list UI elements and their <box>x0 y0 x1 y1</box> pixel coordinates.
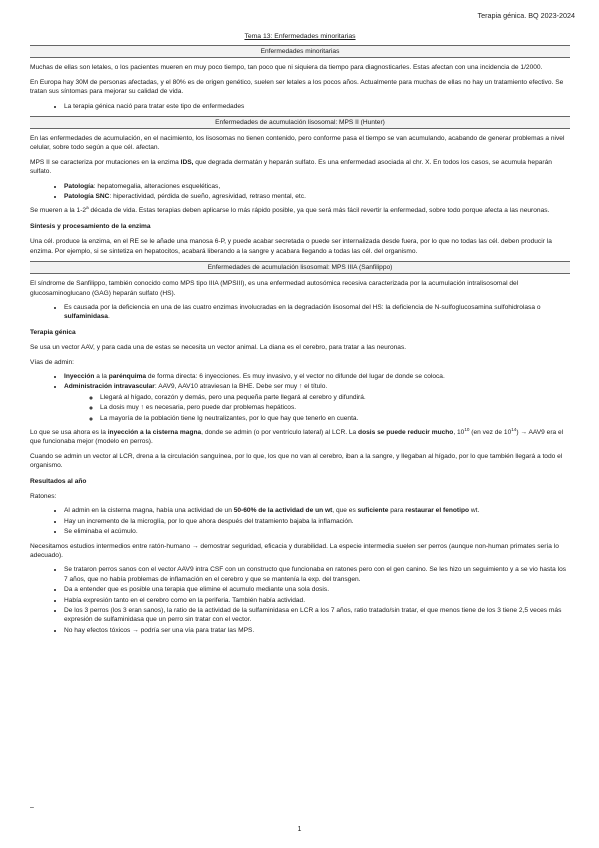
paragraph: MPS II se caracteriza por mutaciones en la enzima IDS, que degrada dermatán y heparán sulfato. Es una enfermedad asociada al chr. X. En todos los casos, se acumula heparán sulfato. <box>30 158 552 176</box>
list-item: • No hay efectos tóxicos → podría ser una vía para tratar las MPS. <box>64 626 570 635</box>
paragraph: Se mueren a la 1-2$^a$ década de vida. Estas terapias deben aplicarse lo más rápido posible, ya que será más fácil revertir la enfermedad, sobre todo porque afecta a las neuronas. <box>30 205 550 215</box>
list-item: • Se trataron perros sanos con el vector AAV9 intra CSF con un constructo que funcionaba en ratones pero con el gen canino. Se les hizo un seguimiento y a se vio hasta los 7 años, que no había problemas de inflamación en el cerebro y que se mantenía la exp. del transgen. <box>64 565 570 584</box>
bullet-list <box>30 182 570 202</box>
bullet-list <box>30 372 570 423</box>
list-item: • Hay un incremento de la microglía, por lo que ahora después del tratamiento bajaba la inflamación. <box>64 517 570 526</box>
section-banner-mps-ii: Enfermedades de acumulación lisosomal: MPS II (Hunter) <box>30 116 570 129</box>
paragraph: En Europa hay 30M de personas afectadas, y el 80% es de origen genético, suelen ser letales a los pocos años. Actualmente para muchas de ellas no hay un tratamiento efectivo. Se tratan sus síntomas para mejorar su calidad de vida. <box>30 78 564 96</box>
paragraph: Lo que se usa ahora es la inyección a la cisterna magna, donde se admin (o por ventrículo lateral) al LCR. La dosis se puede reducir mucho, $10^{10}$ (en vez de $10^{14}) \to AAV9$ era el que funcionaba mejor (modelo en perros). <box>30 426 564 446</box>
list-item: • Patología SNC: hiperactividad, pérdida de sueño, agresividad, retraso mental, etc. <box>64 192 570 201</box>
list-item: • Administración intravascular: AAV9, AAV10 atraviesan la BHE. Debe ser muy ↑ el título. ◦ Llegará al hígado, corazón y demás, pero una pequeña parte llegará al cerebro y difundirá. ◦ La dosis muy ↑ es necesaria, pero puede dar problemas hepáticos. ◦ La mayoría de la población tiene Ig neutralizantes, por lo que hay que tenerlo en cuenta. <box>64 382 570 423</box>
list-item: • De los 3 perros (los 3 eran sanos), la ratio de la actividad de la sulfaminidasa en LCR a los 7 años, ratio tratado/sin tratar, el que menos tiene de los 3 tiene 2,5 veces más expresión de sulfaminidasa que un perro sin tratar con el vector. <box>64 606 570 625</box>
paragraph: Se usa un vector AAV, y para cada una de estas se necesita un vector animal. La diana es el cerebro, para tratar a las neuronas. <box>30 344 407 352</box>
bullet-list <box>30 506 570 536</box>
list-item: • Da a entender que es posible una terapia que elimine el acumulo mediante una sola dosis. <box>64 585 570 594</box>
paragraph: Muchas de ellas son letales, o los pacientes mueren en muy poco tiempo, tan poco que ni siquiera da tiempo para diagnosticarles. Estas afectan con una incidencia de 1/2000. <box>30 64 543 72</box>
subheading-terapia-genica: Terapia génica <box>30 328 76 336</box>
list-item: • Patología: hepatomegalia, alteraciones esqueléticas, <box>64 182 570 191</box>
footer-dash: – <box>30 804 34 811</box>
bullet-list <box>30 102 570 111</box>
paragraph: En las enfermedades de acumulación, en el nacimiento, los lisosomas no tienen contenido, pero conforme pasa el tiempo se van acumulando, acabando de generar problemas a nivel celular, sobre todo según a que cél. afectan. <box>30 135 565 152</box>
sub-list <box>64 393 570 423</box>
subheading-sintesis: Síntesis y procesamiento de la enzima <box>30 222 151 230</box>
sub-list-item: ◦ La dosis muy ↑ es necesaria, pero puede dar problemas hepáticos. <box>100 403 570 412</box>
page-content <box>30 32 570 640</box>
paragraph: Necesitamos estudios intermedios entre ratón-humano → demostrar seguridad, eficacia y durabilidad. La especie intermedia suelen ser perros (aunque non-human primates sería lo adecuado). <box>30 542 559 560</box>
list-item: • Inyección a la parénquima de forma directa: 6 inyecciones. Es muy invasivo, y el vector no difunde del lugar de donde se coloca. <box>64 372 570 381</box>
page-title: Tema 13: Enfermedades minoritarias <box>244 33 356 40</box>
list-item: • La terapia génica nació para tratar este tipo de enfermedades <box>64 102 570 111</box>
section-banner-minoritarias: Enfermedades minoritarias <box>30 45 570 58</box>
bullet-list <box>30 565 570 635</box>
list-item: • Se eliminaba el acúmulo. <box>64 527 570 536</box>
paragraph: Una cél. produce la enzima, en el RE se le añade una manosa 6-P, y puede acabar secretada o puede ser internalizada desde fuera, por lo que no todas las cél. deben producir la enzima. Por ejemplo, si se sintetiza en hepatocitos, acabará liberando a la sangre y acabara llegando a todas las cél. del organismo. <box>30 238 552 255</box>
paragraph: El síndrome de Sanfilippo, también conocido como MPS tipo IIIA (MPSIII), es una enfermedad autosómica recesiva caracterizada por la acumulación intralisosomal del glucosaminoglucano (GAG) heparán sulfato (HS). <box>30 280 519 297</box>
list-item: • Al admin en la cisterna magna, había una actividad de un 50-60% de la actividad de un wt, que es suficiente para restaurar el fenotipo wt. <box>64 506 570 515</box>
sub-list-item: ◦ Llegará al hígado, corazón y demás, pero una pequeña parte llegará al cerebro y difundirá. <box>100 393 570 402</box>
subheading-resultados: Resultados al año <box>30 477 87 485</box>
list-item: • Había expresión tanto en el cerebro como en la periferia. También había actividad. <box>64 596 570 605</box>
paragraph: Vías de admin: <box>30 358 74 366</box>
paragraph: Cuando se admin un vector al LCR, drena a la circulación sanguínea, por lo que, los que no van al cerebro, iban a la sangre, y llegaban al hígado, por lo que también llegará a todo el organismo. <box>30 452 563 470</box>
page-number: 1 <box>297 826 302 833</box>
paragraph: Ratones: <box>30 493 57 500</box>
bullet-list <box>30 303 570 322</box>
section-banner-mps-iiia: Enfermedades de acumulación lisosomal: MPS IIIA (Sanfilippo) <box>30 261 570 274</box>
running-header: Terapia génica. BQ 2023-2024 <box>477 11 575 20</box>
list-item: • Es causada por la deficiencia en una de las cuatro enzimas involucradas en la degradación lisosomal del HS: la deficiencia de N-sulfoglucosamina sulfohidrolasa o sulfaminidasa. <box>64 303 570 322</box>
sub-list-item: ◦ La mayoría de la población tiene Ig neutralizantes, por lo que hay que tenerlo en cuenta. <box>100 414 570 423</box>
